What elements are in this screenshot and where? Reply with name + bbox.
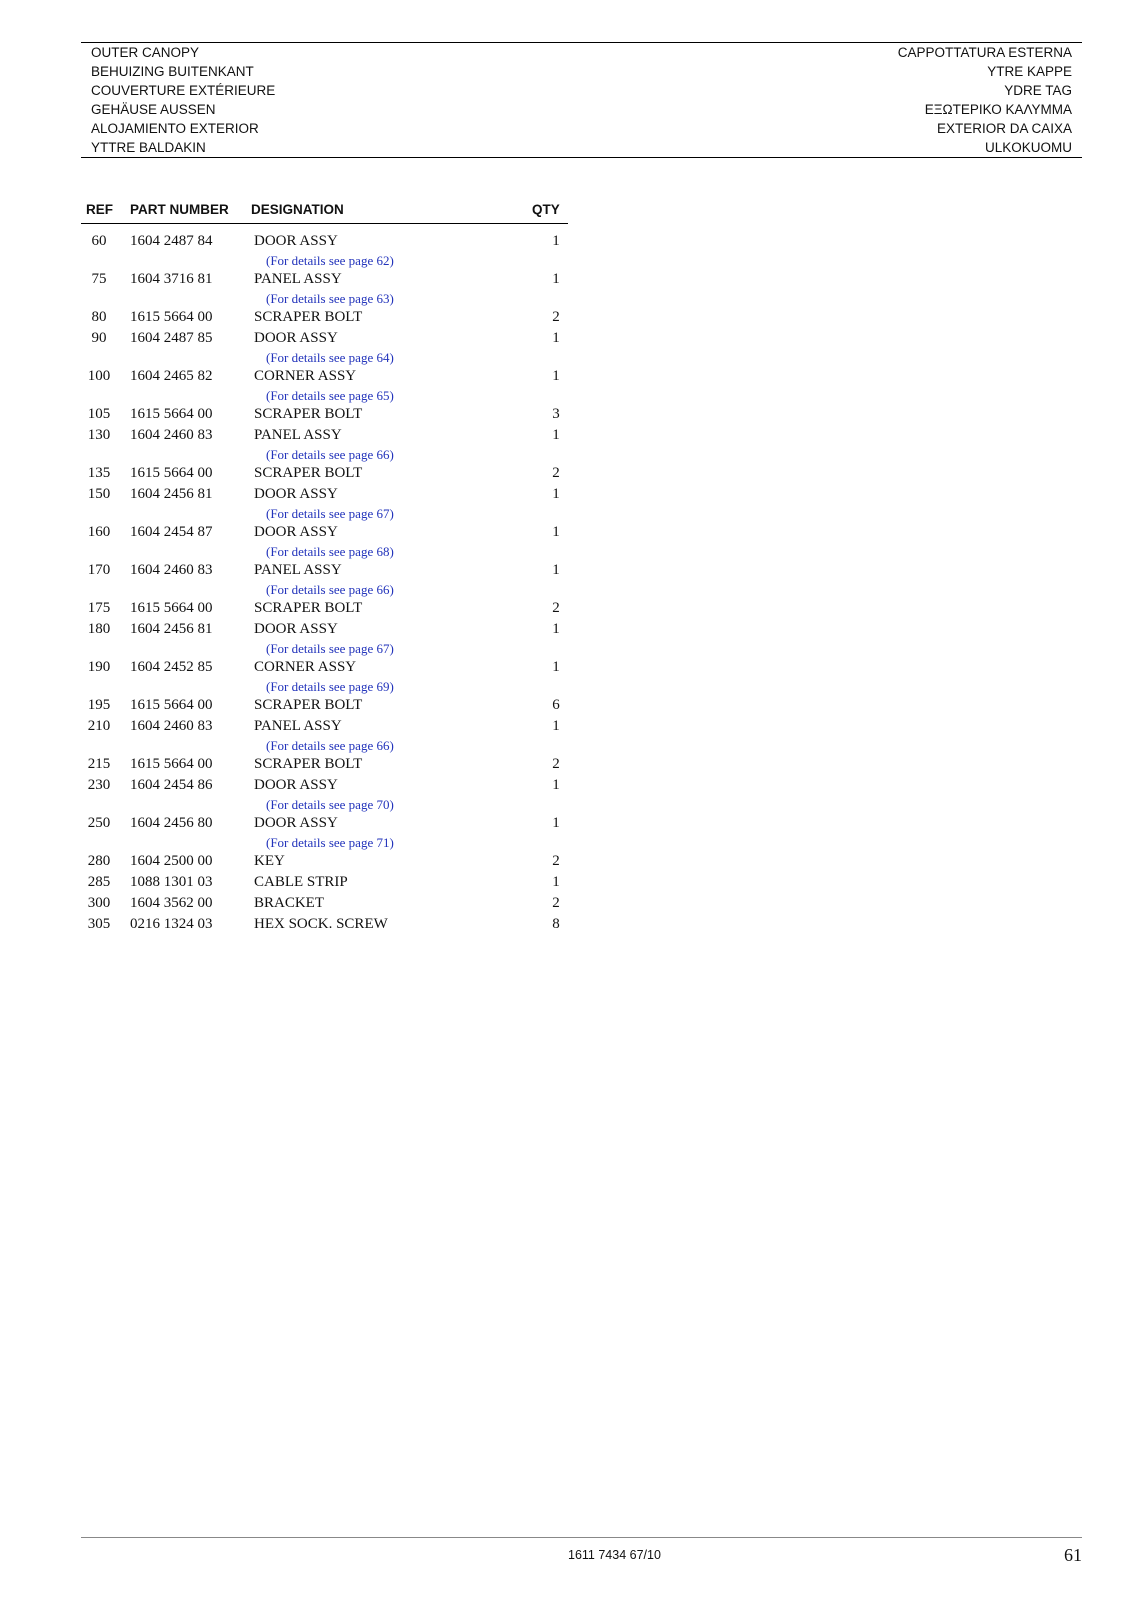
table-row <box>81 754 568 775</box>
designation-cell: BRACKET <box>254 895 325 911</box>
column-header-ref: REF <box>86 202 113 217</box>
designation-cell: CORNER ASSY <box>254 659 357 675</box>
part-number-cell: 1604 2500 00 <box>130 853 213 869</box>
qty-cell: 1 <box>552 874 560 890</box>
part-number-cell: 1604 2456 80 <box>130 815 213 831</box>
designation-cell: DOOR ASSY <box>254 777 338 793</box>
ref-cell: 250 <box>87 815 111 831</box>
ref-cell: 60 <box>91 233 107 249</box>
table-row <box>81 307 568 328</box>
parts-table-body <box>81 231 568 935</box>
table-row <box>81 851 568 872</box>
part-number-cell: 1604 2487 84 <box>130 233 213 249</box>
designation-cell: KEY <box>254 853 285 869</box>
header-titles-right <box>898 43 1072 157</box>
part-number-cell: 1615 5664 00 <box>130 756 213 772</box>
qty-cell: 1 <box>552 621 560 637</box>
header-title-es: ALOJAMIENTO EXTERIOR <box>91 121 259 136</box>
table-row <box>81 893 568 914</box>
part-number-cell: 1615 5664 00 <box>130 697 213 713</box>
qty-cell: 2 <box>552 465 560 481</box>
details-page-link[interactable]: (For details see page 66) <box>266 582 394 597</box>
details-page-link[interactable]: (For details see page 66) <box>266 447 394 462</box>
ref-cell: 160 <box>87 524 111 540</box>
details-page-link[interactable]: (For details see page 70) <box>266 797 394 812</box>
part-number-cell: 1604 2487 85 <box>130 330 213 346</box>
header-title-fi: ULKOKUOMU <box>984 140 1072 155</box>
ref-cell: 305 <box>87 916 111 932</box>
details-page-link[interactable]: (For details see page 67) <box>266 506 394 521</box>
ref-cell: 195 <box>87 697 111 713</box>
designation-cell: PANEL ASSY <box>254 271 342 287</box>
ref-cell: 135 <box>87 465 111 481</box>
part-number-cell: 1615 5664 00 <box>130 309 213 325</box>
details-page-link[interactable]: (For details see page 69) <box>266 679 394 694</box>
column-header-part-number: PART NUMBER <box>130 202 229 217</box>
ref-cell: 180 <box>87 621 111 637</box>
ref-cell: 215 <box>87 756 111 772</box>
table-row <box>81 560 568 581</box>
designation-cell: HEX SOCK. SCREW <box>254 916 388 932</box>
part-number-cell: 1615 5664 00 <box>130 406 213 422</box>
qty-cell: 3 <box>552 406 560 422</box>
qty-cell: 1 <box>552 368 560 384</box>
designation-cell: PANEL ASSY <box>254 718 342 734</box>
column-header-qty: QTY <box>532 202 560 217</box>
details-page-link[interactable]: (For details see page 66) <box>266 738 394 753</box>
table-row <box>81 366 568 387</box>
part-number-cell: 1604 2460 83 <box>130 562 213 578</box>
part-number-cell: 1604 3716 81 <box>130 271 213 287</box>
ref-cell: 75 <box>91 271 107 287</box>
details-page-link[interactable]: (For details see page 71) <box>266 835 394 850</box>
part-number-cell: 1604 2460 83 <box>130 427 213 443</box>
designation-cell: DOOR ASSY <box>254 815 338 831</box>
qty-cell: 2 <box>552 309 560 325</box>
ref-cell: 280 <box>87 853 111 869</box>
designation-cell: DOOR ASSY <box>254 486 338 502</box>
table-row <box>81 914 568 935</box>
qty-cell: 8 <box>552 916 560 932</box>
designation-cell: SCRAPER BOLT <box>254 309 363 325</box>
header-title-el: ΕΞΩΤΕΡΙΚΟ ΚΑΛΥΜΜΑ <box>924 102 1072 117</box>
table-row <box>81 522 568 543</box>
table-row <box>81 269 568 290</box>
details-page-link[interactable]: (For details see page 64) <box>266 350 394 365</box>
table-row <box>81 598 568 619</box>
details-page-link[interactable]: (For details see page 63) <box>266 291 394 306</box>
qty-cell: 1 <box>552 777 560 793</box>
designation-cell: DOOR ASSY <box>254 233 338 249</box>
qty-cell: 1 <box>552 524 560 540</box>
qty-cell: 1 <box>552 271 560 287</box>
qty-cell: 2 <box>552 756 560 772</box>
part-number-cell: 1615 5664 00 <box>130 465 213 481</box>
table-row <box>81 813 568 834</box>
details-page-link[interactable]: (For details see page 67) <box>266 641 394 656</box>
header-title-nl: BEHUIZING BUITENKANT <box>91 64 254 79</box>
part-number-cell: 1604 2454 87 <box>130 524 213 540</box>
qty-cell: 1 <box>552 330 560 346</box>
table-row <box>81 404 568 425</box>
part-number-cell: 1604 2465 82 <box>130 368 213 384</box>
designation-cell: SCRAPER BOLT <box>254 406 363 422</box>
qty-cell: 1 <box>552 562 560 578</box>
part-number-cell: 1088 1301 03 <box>130 874 213 890</box>
table-row <box>81 775 568 796</box>
table-row <box>81 872 568 893</box>
designation-cell: PANEL ASSY <box>254 562 342 578</box>
table-row <box>81 463 568 484</box>
ref-cell: 90 <box>91 330 107 346</box>
ref-cell: 150 <box>87 486 111 502</box>
designation-cell: SCRAPER BOLT <box>254 697 363 713</box>
ref-cell: 190 <box>87 659 111 675</box>
designation-cell: DOOR ASSY <box>254 524 338 540</box>
qty-cell: 6 <box>552 697 560 713</box>
table-row <box>81 328 568 349</box>
table-row <box>81 425 568 446</box>
qty-cell: 1 <box>552 718 560 734</box>
page-number: 61 <box>1064 1545 1082 1565</box>
header-title-de: GEHÄUSE AUSSEN <box>91 102 216 117</box>
part-number-cell: 1604 2454 86 <box>130 777 213 793</box>
table-row <box>81 716 568 737</box>
header-title-it: CAPPOTTATURA ESTERNA <box>897 45 1072 60</box>
designation-cell: DOOR ASSY <box>254 621 338 637</box>
qty-cell: 1 <box>552 427 560 443</box>
ref-cell: 300 <box>87 895 111 911</box>
part-number-cell: 1604 2452 85 <box>130 659 213 675</box>
part-number-cell: 1615 5664 00 <box>130 600 213 616</box>
part-number-cell: 0216 1324 03 <box>130 916 213 932</box>
ref-cell: 130 <box>87 427 111 443</box>
qty-cell: 1 <box>552 486 560 502</box>
ref-cell: 175 <box>87 600 111 616</box>
ref-cell: 80 <box>91 309 107 325</box>
footer-divider <box>81 1537 1082 1538</box>
part-number-cell: 1604 3562 00 <box>130 895 213 911</box>
header-title-da: YDRE TAG <box>1004 83 1072 98</box>
header-title-pt: EXTERIOR DA CAIXA <box>936 121 1072 136</box>
qty-cell: 2 <box>552 600 560 616</box>
document-number: 1611 7434 67/10 <box>568 1548 661 1562</box>
table-row <box>81 484 568 505</box>
designation-cell: CORNER ASSY <box>254 368 357 384</box>
header-titles-left <box>91 43 275 157</box>
page-header <box>81 42 1082 158</box>
qty-cell: 2 <box>552 895 560 911</box>
column-header-designation: DESIGNATION <box>251 202 344 217</box>
ref-cell: 285 <box>87 874 111 890</box>
ref-cell: 230 <box>87 777 111 793</box>
ref-cell: 210 <box>87 718 111 734</box>
part-number-cell: 1604 2460 83 <box>130 718 213 734</box>
header-title-no: YTRE KAPPE <box>987 64 1072 79</box>
table-row <box>81 657 568 678</box>
designation-cell: DOOR ASSY <box>254 330 338 346</box>
designation-cell: SCRAPER BOLT <box>254 756 363 772</box>
parts-table-header <box>81 201 568 224</box>
table-row <box>81 231 568 252</box>
ref-cell: 105 <box>87 406 111 422</box>
designation-cell: SCRAPER BOLT <box>254 465 363 481</box>
table-row <box>81 695 568 716</box>
qty-cell: 1 <box>552 815 560 831</box>
details-page-link[interactable]: (For details see page 65) <box>266 388 394 403</box>
header-title-en: OUTER CANOPY <box>91 45 200 60</box>
header-title-fr: COUVERTURE EXTÉRIEURE <box>91 83 276 98</box>
designation-cell: CABLE STRIP <box>254 874 348 890</box>
ref-cell: 100 <box>87 368 111 384</box>
part-number-cell: 1604 2456 81 <box>130 486 213 502</box>
qty-cell: 1 <box>552 659 560 675</box>
ref-cell: 170 <box>87 562 111 578</box>
qty-cell: 1 <box>552 233 560 249</box>
details-page-link[interactable]: (For details see page 62) <box>266 253 394 268</box>
details-page-link[interactable]: (For details see page 68) <box>266 544 394 559</box>
header-title-sv: YTTRE BALDAKIN <box>91 140 206 155</box>
part-number-cell: 1604 2456 81 <box>130 621 213 637</box>
qty-cell: 2 <box>552 853 560 869</box>
designation-cell: PANEL ASSY <box>254 427 342 443</box>
table-row <box>81 619 568 640</box>
designation-cell: SCRAPER BOLT <box>254 600 363 616</box>
